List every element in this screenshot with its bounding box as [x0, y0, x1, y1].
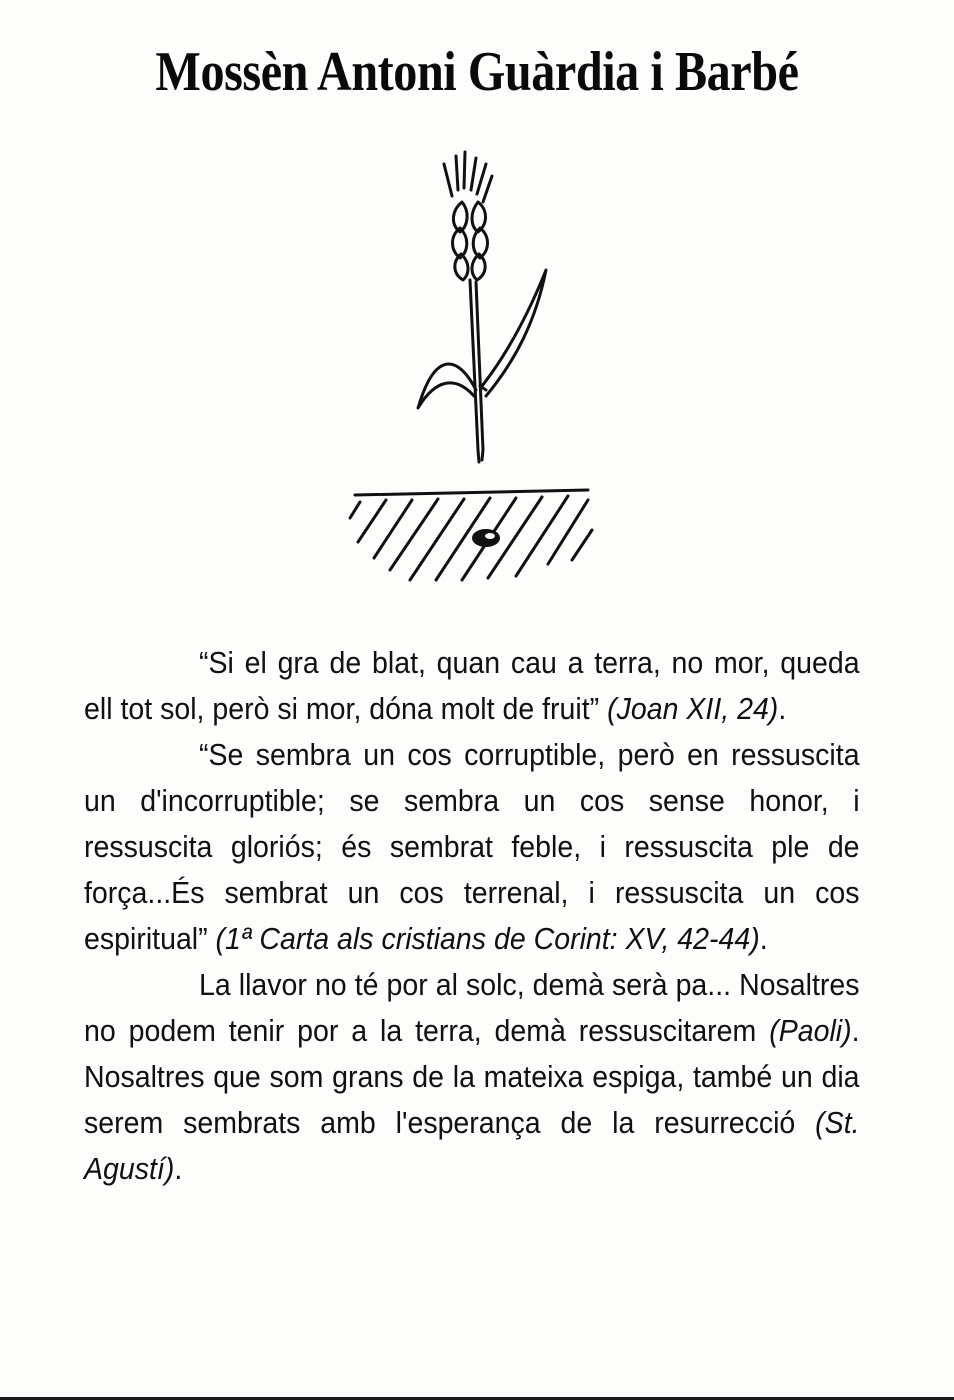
paragraph-1-tail: .	[778, 691, 787, 726]
paragraph-1	[84, 640, 860, 732]
citation-st-agusti: (St. Agustí)	[84, 1105, 860, 1186]
paragraph-2-tail: .	[759, 921, 768, 956]
paragraph-3	[84, 962, 860, 1192]
paragraph-3-text-b: . Nosaltres que som grans de la mateixa espiga, també un dia serem sembrats amb l'esperança de la resurrecció	[84, 1013, 860, 1140]
verse-text-block	[84, 640, 860, 1192]
wheat-seed-sprout-icon	[340, 150, 620, 600]
paragraph-2-text: “Se sembra un cos corruptible, però en ressuscita un d'incorruptible; se sembra un cos sense honor, i ressuscita gloriós; és sembrat feble, i ressuscita ple de força...És sembrat un cos terrenal, i ressuscita un cos espiritual”	[84, 737, 860, 956]
citation-paoli: (Paoli)	[769, 1013, 852, 1048]
paragraph-3-tail: .	[174, 1151, 183, 1186]
paragraph-3-text-a: La llavor no té por al solc, demà serà pa... Nosaltres no podem tenir por a la terra, demà ressuscitarem	[84, 967, 860, 1048]
paragraph-2	[84, 732, 860, 962]
page-title: Mossèn Antoni Guàrdia i Barbé	[155, 41, 799, 103]
citation-joan: (Joan XII, 24)	[607, 691, 779, 726]
paragraph-1-text: “Si el gra de blat, quan cau a terra, no mor, queda ell tot sol, però si mor, dóna molt de fruit”	[84, 645, 860, 726]
citation-corint: (1ª Carta als cristians de Corint: XV, 42-44)	[215, 921, 760, 956]
